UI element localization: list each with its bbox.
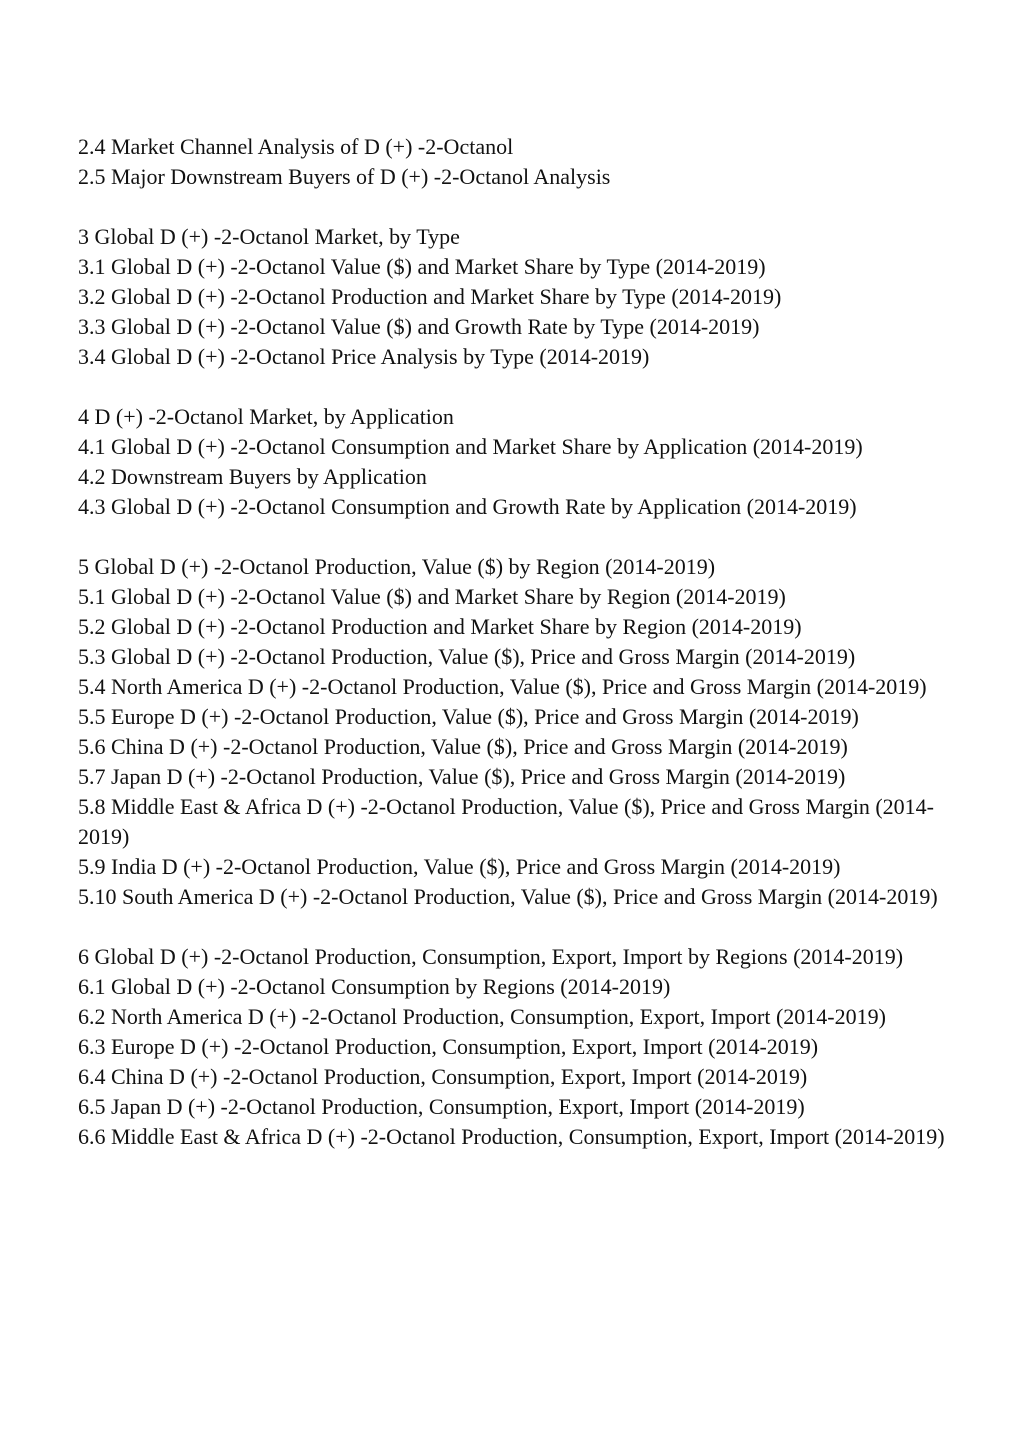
toc-section-4 — [78, 402, 958, 522]
toc-line: 5.4 North America D (+) -2-Octanol Production, Value ($), Price and Gross Margin (2014-2019) — [78, 674, 927, 699]
toc-line: 3.1 Global D (+) -2-Octanol Value ($) and Market Share by Type (2014-2019) — [78, 254, 766, 279]
toc-line: 6.4 China D (+) -2-Octanol Production, Consumption, Export, Import (2014-2019) — [78, 1064, 808, 1089]
toc-line: 6.6 Middle East & Africa D (+) -2-Octanol Production, Consumption, Export, Import (2014-2019) — [78, 1124, 945, 1149]
toc-line: 5.6 China D (+) -2-Octanol Production, Value ($), Price and Gross Margin (2014-2019) — [78, 734, 848, 759]
toc-line: 3.2 Global D (+) -2-Octanol Production and Market Share by Type (2014-2019) — [78, 284, 782, 309]
toc-heading: 5 Global D (+) -2-Octanol Production, Value ($) by Region (2014-2019) — [78, 554, 716, 579]
toc-line: 3.3 Global D (+) -2-Octanol Value ($) and Growth Rate by Type (2014-2019) — [78, 314, 760, 339]
toc-line: 2.5 Major Downstream Buyers of D (+) -2-Octanol Analysis — [78, 164, 611, 189]
toc-line: 3.4 Global D (+) -2-Octanol Price Analysis by Type (2014-2019) — [78, 344, 650, 369]
toc-line: 6.1 Global D (+) -2-Octanol Consumption by Regions (2014-2019) — [78, 974, 671, 999]
toc-section-6 — [78, 942, 958, 1152]
toc-section-5 — [78, 552, 958, 912]
toc-line: 5.5 Europe D (+) -2-Octanol Production, Value ($), Price and Gross Margin (2014-2019) — [78, 704, 859, 729]
toc-line: 5.7 Japan D (+) -2-Octanol Production, Value ($), Price and Gross Margin (2014-2019) — [78, 764, 846, 789]
toc-line: 4.3 Global D (+) -2-Octanol Consumption and Growth Rate by Application (2014-2019) — [78, 494, 857, 519]
toc-section-2 — [78, 132, 958, 192]
document-page — [78, 132, 958, 1182]
toc-heading: 3 Global D (+) -2-Octanol Market, by Type — [78, 224, 460, 249]
toc-line: 6.2 North America D (+) -2-Octanol Production, Consumption, Export, Import (2014-2019) — [78, 1004, 886, 1029]
toc-line: 5.10 South America D (+) -2-Octanol Production, Value ($), Price and Gross Margin (2014-2019) — [78, 884, 938, 909]
toc-line: 6.5 Japan D (+) -2-Octanol Production, Consumption, Export, Import (2014-2019) — [78, 1094, 805, 1119]
toc-line: 6.3 Europe D (+) -2-Octanol Production, Consumption, Export, Import (2014-2019) — [78, 1034, 819, 1059]
toc-line: 5.8 Middle East & Africa D (+) -2-Octanol Production, Value ($), Price and Gross Margin (2014-2019) — [78, 794, 934, 849]
toc-line: 5.9 India D (+) -2-Octanol Production, Value ($), Price and Gross Margin (2014-2019) — [78, 854, 841, 879]
toc-line: 2.4 Market Channel Analysis of D (+) -2-Octanol — [78, 134, 514, 159]
toc-line: 4.2 Downstream Buyers by Application — [78, 464, 427, 489]
toc-heading: 4 D (+) -2-Octanol Market, by Application — [78, 404, 454, 429]
toc-line: 4.1 Global D (+) -2-Octanol Consumption and Market Share by Application (2014-2019) — [78, 434, 863, 459]
toc-heading: 6 Global D (+) -2-Octanol Production, Consumption, Export, Import by Regions (2014-2019) — [78, 944, 904, 969]
toc-section-3 — [78, 222, 958, 372]
toc-line: 5.2 Global D (+) -2-Octanol Production and Market Share by Region (2014-2019) — [78, 614, 802, 639]
toc-line: 5.3 Global D (+) -2-Octanol Production, Value ($), Price and Gross Margin (2014-2019) — [78, 644, 856, 669]
toc-line: 5.1 Global D (+) -2-Octanol Value ($) and Market Share by Region (2014-2019) — [78, 584, 786, 609]
